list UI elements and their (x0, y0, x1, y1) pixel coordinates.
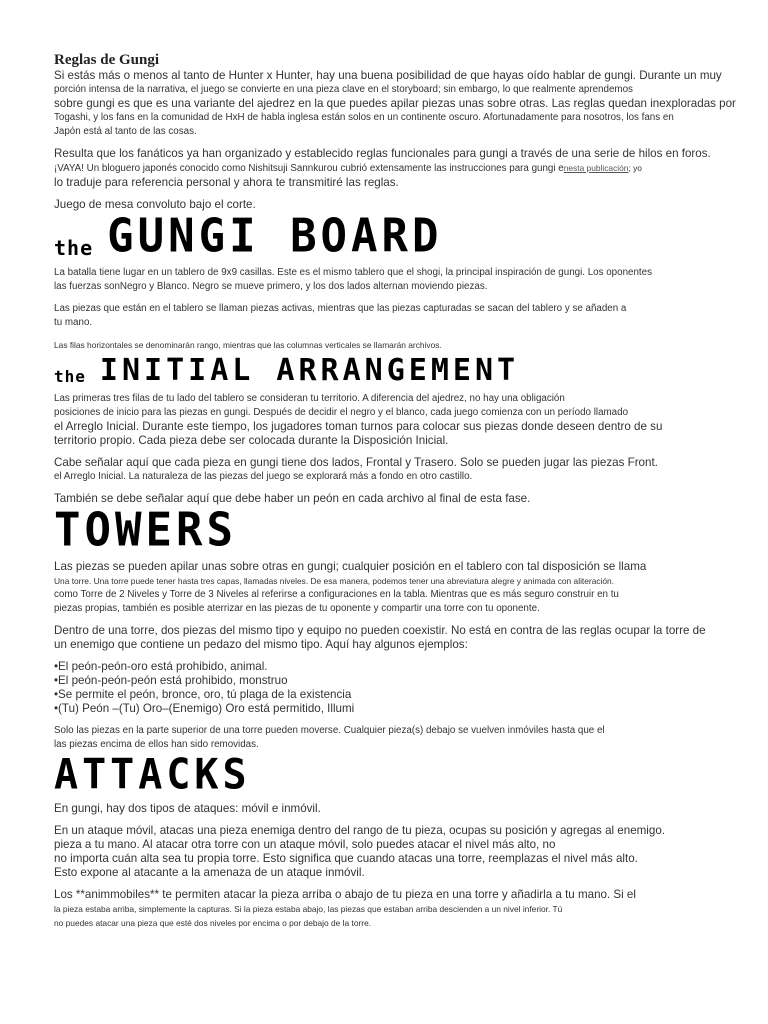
heading-text: ATTACKS (54, 750, 251, 800)
initial-line: el Arreglo Inicial. Durante este tiempo, los jugadores toman turnos para colocar sus piezas donde deseen dentro de su (54, 420, 663, 433)
board-line: La batalla tiene lugar en un tablero de 9x9 casillas. Este es el mismo tablero que el shogi, la principal inspiración de gungi. Los oponentes (54, 267, 652, 278)
attacks-heading (54, 750, 744, 800)
attacks-line: Esto expone al atacante a la amenaza de un ataque inmóvil. (54, 866, 365, 879)
fans-line (54, 161, 744, 176)
intro-line: Si estás más o menos al tanto de Hunter x Hunter, hay una buena posibilidad de que hayas oído hablar de gungi. Durante un muy (54, 69, 722, 82)
initial-line: Cabe señalar aquí que cada pieza en gungi tiene dos lados, Frontal y Trasero. Solo se pueden jugar las piezas Front. (54, 456, 658, 469)
board-line: las fuerzas sonNegro y Blanco. Negro se mueve primero, y los dos lados alternan moviendo piezas. (54, 281, 488, 292)
list-item: •Se permite el peón, bronce, oro, tú plaga de la existencia (54, 688, 352, 701)
initial-line: También se debe señalar aquí que debe haber un peón en cada archivo al final de esta fase. (54, 492, 531, 505)
heading-prefix: the (54, 236, 94, 260)
board-line: tu mano. (54, 317, 93, 328)
intro-line: Japón está al tanto de las cosas. (54, 126, 197, 137)
towers-line: piezas propias, también es posible aterrizar en las piezas de tu oponente y compartir una torre con tu oponente. (54, 603, 540, 614)
list-item: •El peón-peón-peón está prohibido, monstruo (54, 674, 288, 687)
attacks-line: no puedes atacar una pieza que esté dos niveles por encima o por debajo de la torre. (54, 918, 372, 928)
article (54, 52, 744, 930)
fans-paragraph (54, 147, 744, 190)
blog-post-link[interactable]: nesta publicación (563, 163, 629, 173)
page-title: Reglas de Gungi (54, 52, 160, 68)
towers-line: Solo las piezas en la parte superior de una torre pueden moverse. Cualquier pieza(s) debajo se vuelven inmóviles hasta que el (54, 725, 605, 736)
attacks-section (54, 802, 744, 930)
towers-line: como Torre de 2 Niveles y Torre de 3 Niveles al referirse a configuraciones en la tabla. Mientras que es más seguro construir en tu (54, 589, 619, 600)
initial-line: el Arreglo Inicial. La naturaleza de las piezas del juego se explorará más a fondo en otro castillo. (54, 471, 473, 482)
heading-text: INITIAL ARRANGEMENT (99, 353, 520, 388)
board-line: Las piezas que están en el tablero se llaman piezas activas, mientras que las piezas capturadas se sacan del tablero y se añaden a (54, 303, 627, 314)
attacks-line: En gungi, hay dos tipos de ataques: móvil e inmóvil. (54, 802, 321, 815)
towers-section (54, 560, 744, 752)
initial-section (54, 392, 744, 506)
board-line: Las filas horizontales se denominarán rango, mientras que las columnas verticales se llamarán archivos. (54, 340, 442, 350)
attacks-line: pieza a tu mano. Al atacar otra torre con un ataque móvil, solo puedes atacar el nivel más alto, no (54, 838, 556, 851)
heading-text: TOWERS (54, 503, 237, 558)
fans-line: Resulta que los fanáticos ya han organizado y establecido reglas funcionales para gungi a través de una serie de hilos en foros. (54, 147, 711, 160)
fans-text: ¡VAYA! Un bloguero japonés conocido como Nishitsuji Sannkurou cubrió extensamente las instrucciones para gungi e (54, 163, 564, 174)
initial-line: posiciones de inicio para las piezas en gungi. Después de decidir el negro y el blanco, cada juego comienza con un período llamado (54, 407, 629, 418)
heading-text: GUNGI BOARD (107, 209, 443, 264)
board-section (54, 266, 744, 352)
attacks-line: la pieza estaba arriba, simplemente la capturas. Si la pieza estaba abajo, las piezas que estaban arriba descienden a un nivel inferior. Tú (54, 904, 563, 914)
towers-line: Dentro de una torre, dos piezas del mismo tipo y equipo no pueden coexistir. No está en contra de las reglas ocupar la torre de (54, 624, 706, 637)
heading-prefix: the (54, 367, 86, 386)
attacks-line: Los **animmobiles** te permiten atacar la pieza arriba o abajo de tu pieza en una torre y añadirla a tu mano. Si el (54, 888, 636, 901)
list-item: •El peón-peón-oro está prohibido, animal. (54, 660, 268, 673)
attacks-line: no importa cuán alta sea tu propia torre. Esto significa que cuando atacas una torre, reemplazas el nivel más alto. (54, 852, 638, 865)
intro-paragraph (54, 69, 744, 139)
intro-line: porción intensa de la narrativa, el juego se convierte en una pieza clave en el storyboard; sin embargo, lo que realmente aprendemos (54, 84, 633, 95)
towers-line: Una torre. Una torre puede tener hasta tres capas, llamadas niveles. De esa manera, podemos tener una abreviatura alegre y animada con aliteración. (54, 576, 615, 586)
initial-arrangement-heading (54, 353, 744, 388)
towers-heading (54, 503, 744, 558)
intro-line: Togashi, y los fans en la comunidad de HxH de habla inglesa están solos en un continente oscuro. Afortunadamente para nosotros, los fans en (54, 112, 674, 123)
intro-line: sobre gungi es que es una variante del ajedrez en la que puedes apilar piezas unas sobre otras. Las reglas quedan inexploradas por (54, 97, 736, 110)
cut-notice: Juego de mesa convoluto bajo el corte. (54, 198, 256, 211)
fans-text: ; yo (628, 163, 642, 173)
initial-line: territorio propio. Cada pieza debe ser colocada durante la Disposición Inicial. (54, 434, 449, 447)
gungi-board-heading (54, 209, 744, 264)
towers-line: un enemigo que contiene un pedazo del mismo tipo. Aquí hay algunos ejemplos: (54, 638, 468, 651)
list-item: •(Tu) Peón –(Tu) Oro–(Enemigo) Oro está permitido, Illumi (54, 702, 355, 715)
fans-line: lo traduje para referencia personal y ahora te transmitiré las reglas. (54, 176, 399, 189)
towers-line: las piezas encima de ellos han sido removidas. (54, 739, 259, 750)
initial-line: Las primeras tres filas de tu lado del tablero se consideran tu territorio. A diferencia del ajedrez, no hay una obligación (54, 393, 565, 404)
towers-line: Las piezas se pueden apilar unas sobre otras en gungi; cualquier posición en el tablero con tal disposición se llama (54, 560, 647, 573)
attacks-line: En un ataque móvil, atacas una pieza enemiga dentro del rango de tu pieza, ocupas su posición y agregas al enemigo. (54, 824, 666, 837)
